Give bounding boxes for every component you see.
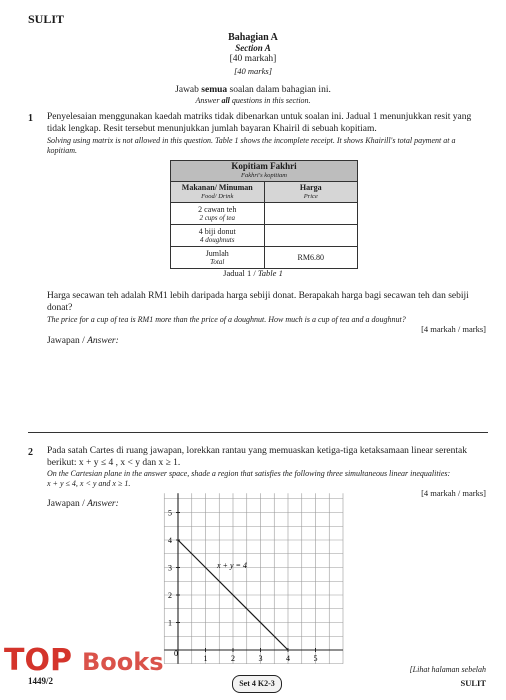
origin-label: 0 (174, 649, 178, 658)
x-tick-label: 2 (231, 654, 235, 663)
x-tick-label: 3 (258, 654, 263, 663)
receipt-table (170, 160, 358, 269)
section-title: Bahagian A (228, 32, 278, 43)
line-label: x + y = 4 (217, 561, 247, 570)
q2-text: Pada satah Cartes di ruang jawapan, lorekkan rantau yang memuaskan ketiga-tiga ketaksamaan linear serentak (47, 446, 467, 456)
ticks (168, 509, 318, 664)
receipt-title: Kopitiam Fakhri Fakhri's kopitiam (171, 161, 358, 182)
header-sulit: SULIT (28, 12, 65, 26)
receipt-row-item: 4 biji donut 4 doughnuts (171, 225, 265, 247)
x-tick-label: 4 (286, 654, 290, 663)
q1-text: Penyelesaian menggunakan kaedah matriks tidak dibenarkan untuk soalan ini. Jadual 1 menunjukkan resit yang tidak lengkap. Resit tersebut menunjukkan jumlah bayaran Khairil di sebuah kopitiam. (47, 112, 472, 134)
topbooks-logo (2, 640, 172, 680)
section-title-en: Section A (235, 43, 271, 53)
svg-text:TOP: TOP (4, 643, 72, 678)
receipt-row-price (264, 225, 358, 247)
table-caption: Jadual 1 / Table 1 (223, 268, 283, 278)
q1-answer-label: Jawapan / Answer: (47, 336, 119, 346)
section-marks: [40 markah] (229, 54, 277, 64)
receipt-col-price: Harga Price (264, 182, 358, 203)
y-tick-label: 4 (168, 536, 172, 545)
q1-question-en: The price for a cup of tea is RM1 more than the price of a doughnut. How much is a cup of tea and a doughnut? (47, 315, 406, 324)
q2-text-en: On the Cartesian plane in the answer space, shade a region that satisfies the following three simultaneous linear inequalities: (47, 469, 451, 478)
receipt-row-item: Jumlah Total (171, 247, 265, 269)
section-marks-en: [40 marks] (233, 66, 273, 76)
q2-marks: [4 markah / marks] (421, 488, 486, 498)
receipt-col-item: Makanan/ Minuman Food/ Drink (171, 182, 265, 203)
footer-sulit: SULIT (460, 678, 486, 688)
question-divider (28, 432, 488, 433)
receipt-row-price (264, 203, 358, 225)
axes (164, 493, 343, 664)
q1-text-en: Solving using matrix is not allowed in this question. Table 1 shows the incomplete receipt. It shows Khairill's total payment at a kopitiam. (47, 136, 456, 155)
receipt-row-price: RM6.80 (264, 247, 358, 269)
q2-text-en-line2: x + y ≤ 4, x < y and x ≥ 1. (47, 479, 131, 488)
q2-answer-label: Jawapan / Answer: (47, 499, 119, 509)
svg-text:Books: Books (82, 648, 164, 676)
y-tick-label: 5 (168, 508, 172, 518)
grid (164, 493, 343, 664)
set-badge: Set 4 K2-3 (232, 675, 282, 693)
y-tick-label: 2 (168, 591, 172, 600)
q1-number: 1 (28, 113, 33, 124)
x-tick-label: 1 (203, 654, 208, 663)
section-instruction-en: Answer all questions in this section. (195, 96, 311, 105)
next-page-note: [Lihat halaman sebelah (409, 665, 486, 674)
paper-code: 1449/2 (28, 676, 54, 686)
y-tick-label: 3 (168, 563, 172, 573)
cartesian-plane (150, 492, 360, 670)
q2-text-line2: berikut: x + y ≤ 4 , x < y dan x ≥ 1. (47, 458, 181, 468)
q1-question: Harga secawan teh adalah RM1 lebih daripada harga sebiji donat. Berapakah harga bagi secawan teh dan sebiji donat? (47, 291, 469, 313)
q2-number: 2 (28, 447, 33, 458)
section-instruction: Jawab semua soalan dalam bahagian ini. (175, 85, 331, 95)
x-tick-label: 5 (313, 654, 318, 663)
q1-marks: [4 markah / marks] (421, 324, 486, 334)
receipt-row-item: 2 cawan teh 2 cups of tea (171, 203, 265, 225)
y-tick-label: 1 (168, 618, 172, 628)
